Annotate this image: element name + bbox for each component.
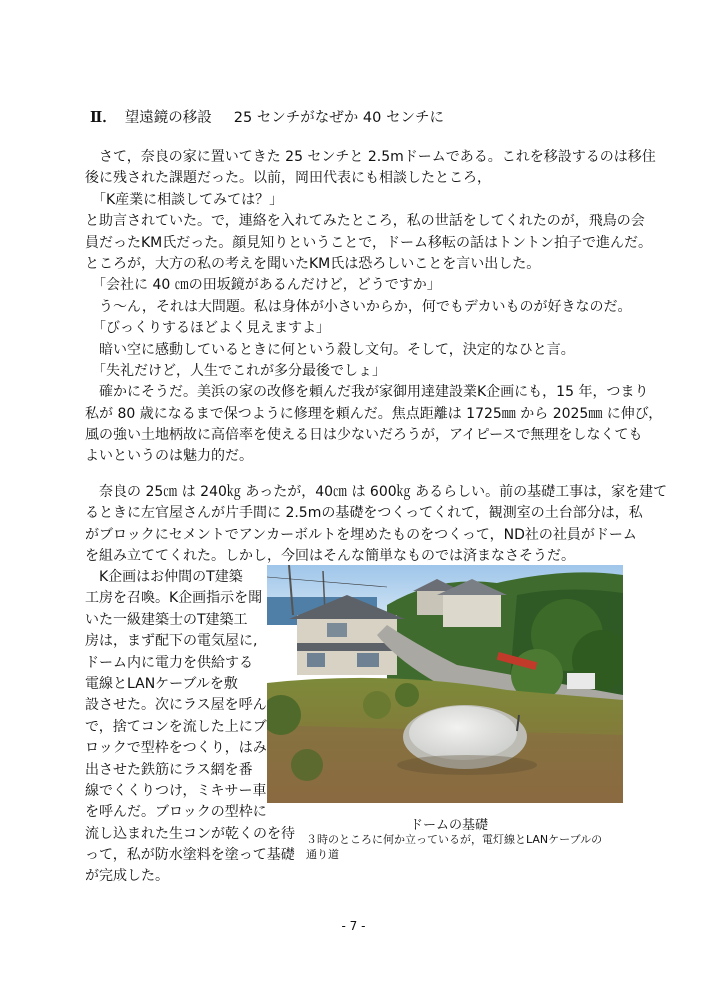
text-line: 「失礼だけど，人生でこれが多分最後でしょ」 (85, 362, 386, 379)
text-line: を呼んだ。ブロックの型枠に (85, 804, 267, 821)
text-line: ドーム内に電力を供給する (85, 654, 253, 671)
paragraph-2 (85, 482, 668, 568)
dome-foundation-photo (267, 565, 623, 803)
text-line: を組み立ててくれた。しかし，今回はそんな簡単なものでは済まなさそうだ。 (85, 548, 575, 565)
text-line: で，捨てコンを流した上にブ (85, 718, 267, 735)
page-number: - 7 - (341, 919, 366, 933)
text-line: さて，奈良の家に置いてきた 25 センチと 2.5mドームである。これを移設するのは移住 (85, 149, 656, 165)
text-line: と助言されていた。で，連絡を入れてみたところ，私の世話をしてくれたのが，飛鳥の会 (85, 213, 645, 230)
text-line: 出させた鉄筋にラス網を番 (85, 761, 253, 778)
text-line: がブロックにセメントでアンカーボルトを埋めたものをつくって，ND社の社員がドーム (85, 526, 637, 543)
photo-caption-title: ドームの基礎 (410, 818, 489, 833)
text-line: 確かにそうだ。美浜の家の改修を頼んだ我が家御用達建設業K企画にも，15 年，つまり (85, 384, 649, 401)
text-line: 電線とLANケーブルを敷 (85, 675, 238, 692)
text-line: 奈良の 25㎝ は 240㎏ あったが，40㎝ は 600㎏ あるらしい。前の基礎工事は，家を建て (85, 484, 668, 500)
text-line: 後に残された課題だった。以前，岡田代表にも相談したところ， (85, 170, 491, 187)
text-line: が完成した。 (85, 868, 169, 885)
section-title: 望遠鏡の移設 (124, 110, 212, 126)
text-line: K企画はお仲間のT建築 (85, 569, 243, 585)
text-line: 流し込まれた生コンが乾くのを待 (85, 825, 295, 842)
text-line: 風の強い土地柄故に高倍率を使える日は少ないだろうが，アイピースで無理をしなくても (85, 427, 643, 444)
photo-caption-note: ３時のところに何か立っているが，電灯線とLANケーブルの通り道 (306, 833, 603, 861)
text-line: 「びっくりするほどよく見えますよ」 (85, 320, 330, 337)
text-line: 房は，まず配下の電気屋に, (85, 633, 258, 650)
text-line: 員だったKM氏だった。顔見知りということで，ドーム移転の話はトントン拍子で進んだ。 (85, 234, 652, 251)
text-line: って，私が防水塗料を塗って基礎 (85, 847, 295, 864)
text-line: 設させた。次にラス屋を呼ん (85, 697, 267, 714)
section-subtitle: 25 センチがなぜか 40 センチに (233, 110, 444, 126)
section-number: Ⅱ． (90, 109, 117, 126)
text-line: う～ん，それは大問題。私は身体が小さいからか，何でもデカいものが好きなのだ。 (85, 298, 632, 315)
text-line: いた一級建築士のT建築工 (85, 611, 248, 628)
section-heading (90, 106, 444, 127)
text-line: ところが，大方の私の考えを聞いたKM氏は恐ろしいことを言い出した。 (85, 255, 541, 272)
paragraph-3 (85, 567, 295, 888)
paragraph-1 (85, 147, 663, 468)
text-line: 私が 80 歳になるまで保つように修理を頼んだ。焦点距離は 1725㎜ から 2025㎜ に伸び， (85, 405, 663, 422)
text-line: 「K産業に相談してみては？」 (85, 191, 284, 208)
text-line: ロックで型枠をつくり，はみ (85, 740, 267, 757)
text-line: るときに左官屋さんが片手間に 2.5mの基礎をつくってくれて，観測室の土台部分は，私 (85, 505, 643, 522)
text-line: 「会社に 40 ㎝の田坂鏡があるんだけど，どうですか」 (85, 277, 441, 294)
text-line: 工房を召喚。K企画指示を聞 (85, 590, 263, 607)
text-line: 暗い空に感動しているときに何という殺し文句。そして，決定的なひと言。 (85, 341, 575, 358)
text-line: よいというのは魅力的だ。 (85, 448, 253, 465)
text-line: 線でくくりつけ，ミキサー車 (85, 782, 267, 799)
